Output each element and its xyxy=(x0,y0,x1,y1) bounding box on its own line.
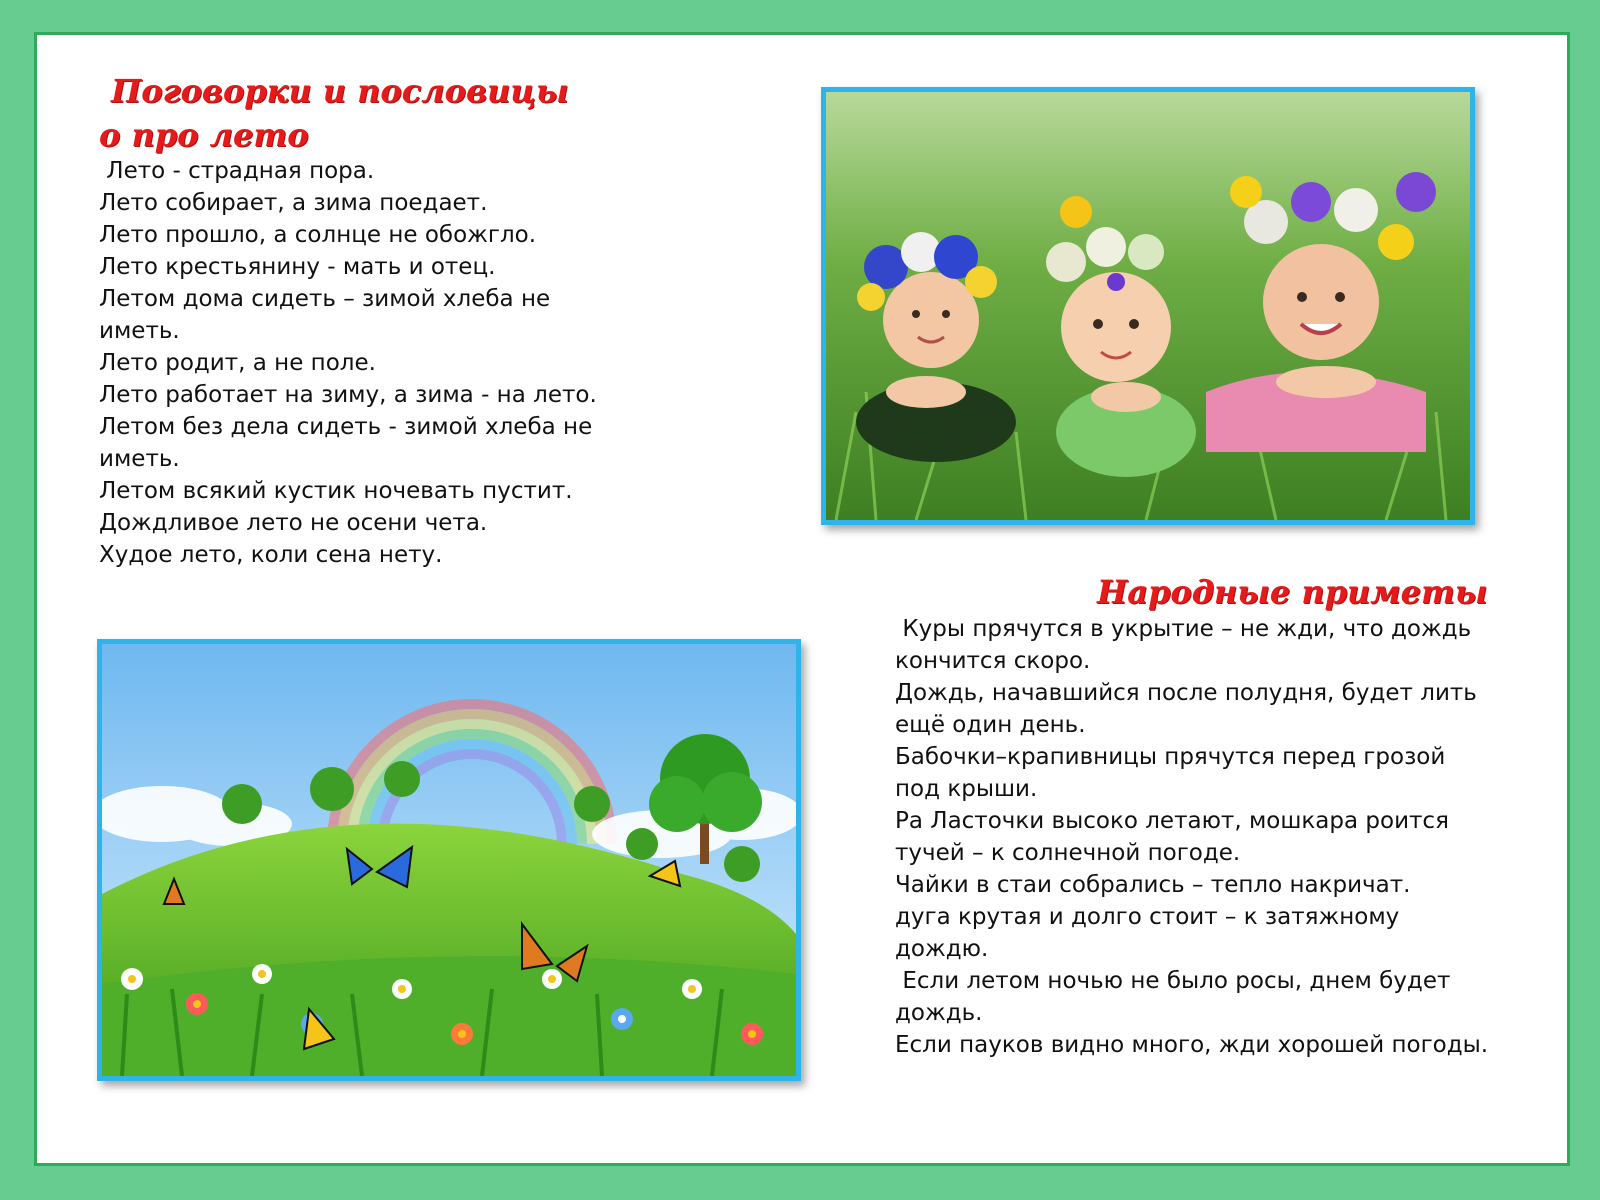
proverb-item: Лето крестьянину - мать и отец. xyxy=(99,254,496,280)
proverb-item: Лето работает на зиму, а зима - на лето. xyxy=(99,382,597,408)
children-wreaths-illustration xyxy=(826,92,1470,520)
sign-item: Если пауков видно много, жди хорошей погоды. xyxy=(895,1032,1489,1058)
proverbs-title-line1: Поговорки и пословицы xyxy=(111,72,569,110)
sign-item: Если летом ночью не было росы, днем будет дождь. xyxy=(895,968,1458,1026)
sign-item: Куры прячутся в укрытие – не жди, что дождь кончится скоро. xyxy=(895,616,1479,674)
children-wreaths-photo xyxy=(821,87,1475,525)
proverb-item: Лето собирает, а зима поедает. xyxy=(99,190,488,216)
proverb-item: Летом дома сидеть – зимой хлеба не иметь. xyxy=(99,286,551,344)
sign-item: дуга крутая и долго стоит – к затяжному дождю. xyxy=(895,904,1400,962)
proverb-item: Лето прошло, а солнце не обожгло. xyxy=(99,222,537,248)
sign-item: Дождь, начавшийся после полудня, будет лить ещё один день. xyxy=(895,680,1477,738)
proverb-item: Лето - страдная пора. xyxy=(99,158,375,184)
sign-item: Чайки в стаи собрались – тепло накричат. xyxy=(895,872,1411,898)
rainbow-meadow-art xyxy=(102,644,796,1076)
proverb-item: Худое лето, коли сена нету. xyxy=(99,542,443,568)
sign-item: Бабочки–крапивницы прячутся перед грозой под крыши. xyxy=(895,744,1446,802)
sign-item: Ра Ласточки высоко летают, мошкара роится тучей – к солнечной погоде. xyxy=(895,808,1449,866)
signs-list xyxy=(895,613,1495,1061)
poster-page xyxy=(34,32,1570,1166)
proverb-item: Лето родит, а не поле. xyxy=(99,350,376,376)
proverb-item: Дождливое лето не осени чета. xyxy=(99,510,488,536)
proverbs-title-line2: о про лето xyxy=(99,116,309,154)
rainbow-meadow-illustration xyxy=(97,639,801,1081)
proverbs-list xyxy=(99,155,619,571)
proverb-item: Летом всякий кустик ночевать пустит. xyxy=(99,478,573,504)
proverb-item: Летом без дела сидеть - зимой хлеба не иметь. xyxy=(99,414,593,472)
signs-title: Народные приметы xyxy=(1097,573,1488,611)
proverbs-title xyxy=(99,69,619,157)
